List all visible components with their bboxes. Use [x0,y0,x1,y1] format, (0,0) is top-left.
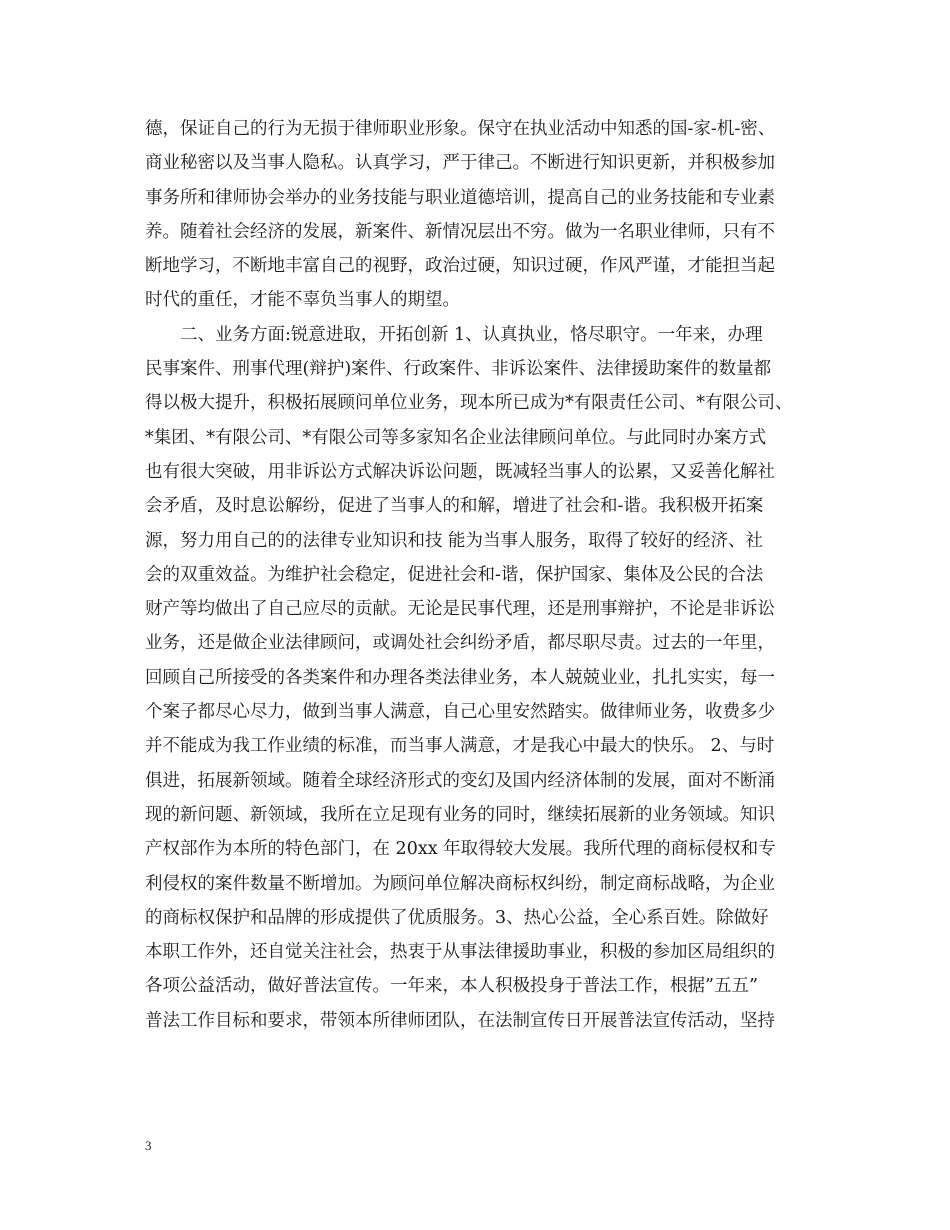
text-line: 会的双重效益。为维护社会稳定，促进社会和-谐，保护国家、集体及公民的合法 [145,564,764,585]
text-line: 商业秘密以及当事人隐私。认真学习，严于律己。不断进行知识更新，并积极参加 [145,153,775,174]
text-line: 也有很大突破，用非诉讼方式解决诉讼问题，既减轻当事人的讼累，又妥善化解社 [145,461,775,482]
text-line: *集团、*有限公司、*有限公司等多家知名企业法律顾问单位。与此同时办案方式 [145,427,767,448]
text-line: 德，保证自己的行为无损于律师职业形象。保守在执业活动中知悉的国-家-机-密、 [145,119,776,139]
page-number: 3 [145,1138,152,1153]
text-line: 个案子都尽心尽力，做到当事人满意，自己心里安然踏实。做律师业务，收费多少 [145,702,775,723]
text-line: 俱进，拓展新领域。随着全球经济形式的变幻及国内经济体制的发展，面对不断涌 [145,770,775,791]
text-line: 各项公益活动，做好普法宣传。一年来，本人积极投身于普法工作，根据”五五” [145,976,758,997]
text-line: 养。随着社会经济的发展，新案件、新情况层出不穷。做为一名职业律师，只有不 [145,221,775,242]
text-line: 回顾自己所接受的各类案件和办理各类法律业务，本人兢兢业业，扎扎实实，每一 [145,667,775,688]
text-line: 普法工作目标和要求，带领本所律师团队，在法制宣传日开展普法宣传活动，坚持 [145,1010,775,1031]
body-text [145,112,815,1038]
text-line: 利侵权的案件数量不断增加。为顾问单位解决商标权纠纷，制定商标战略，为企业 [145,873,775,894]
text-line: 得以极大提升，积极拓展顾问单位业务，现本所已成为*有限责任公司、*有限公司、 [145,393,793,414]
text-line: 会矛盾，及时息讼解纷，促进了当事人的和解，增进了社会和-谐。我积极开拓案 [145,496,764,517]
text-line-paragraph-start: 二、业务方面:锐意进取，开拓创新 1、认真执业，恪尽职守。一年来，办理 [180,324,763,345]
text-line: 现的新问题、新领域，我所在立足现有业务的同时，继续拓展新的业务领域。知识 [145,804,775,825]
text-line: 时代的重任，才能不辜负当事人的期望。 [145,290,460,311]
text-line: 业务，还是做企业法律顾问，或调处社会纠纷矛盾，都尽职尽责。过去的一年里， [145,633,775,654]
text-line: 产权部作为本所的特色部门，在 20xx 年取得较大发展。我所代理的商标侵权和专 [145,839,776,860]
text-line: 的商标权保护和品牌的形成提供了优质服务。3、热心公益，全心系百姓。除做好 [145,907,769,928]
text-line: 断地学习，不断地丰富自己的视野，政治过硬，知识过硬，作风严谨，才能担当起 [145,256,775,277]
text-line: 并不能成为我工作业绩的标准，而当事人满意，才是我心中最大的快乐。 2、与时 [145,736,775,757]
text-line: 财产等均做出了自己应尽的贡献。无论是民事代理，还是刑事辩护，不论是非诉讼 [145,599,775,620]
text-line: 民事案件、刑事代理(辩护)案件、行政案件、非诉讼案件、法律援助案件的数量都 [145,359,772,380]
text-line: 本职工作外，还自觉关注社会，热衷于从事法律援助事业，积极的参加区局组织的 [145,942,775,963]
text-line: 源，努力用自己的的法律专业知识和技 能为当事人服务，取得了较好的经济、社 [145,530,764,551]
text-line: 事务所和律师协会举办的业务技能与职业道德培训，提高自己的业务技能和专业素 [145,187,775,208]
